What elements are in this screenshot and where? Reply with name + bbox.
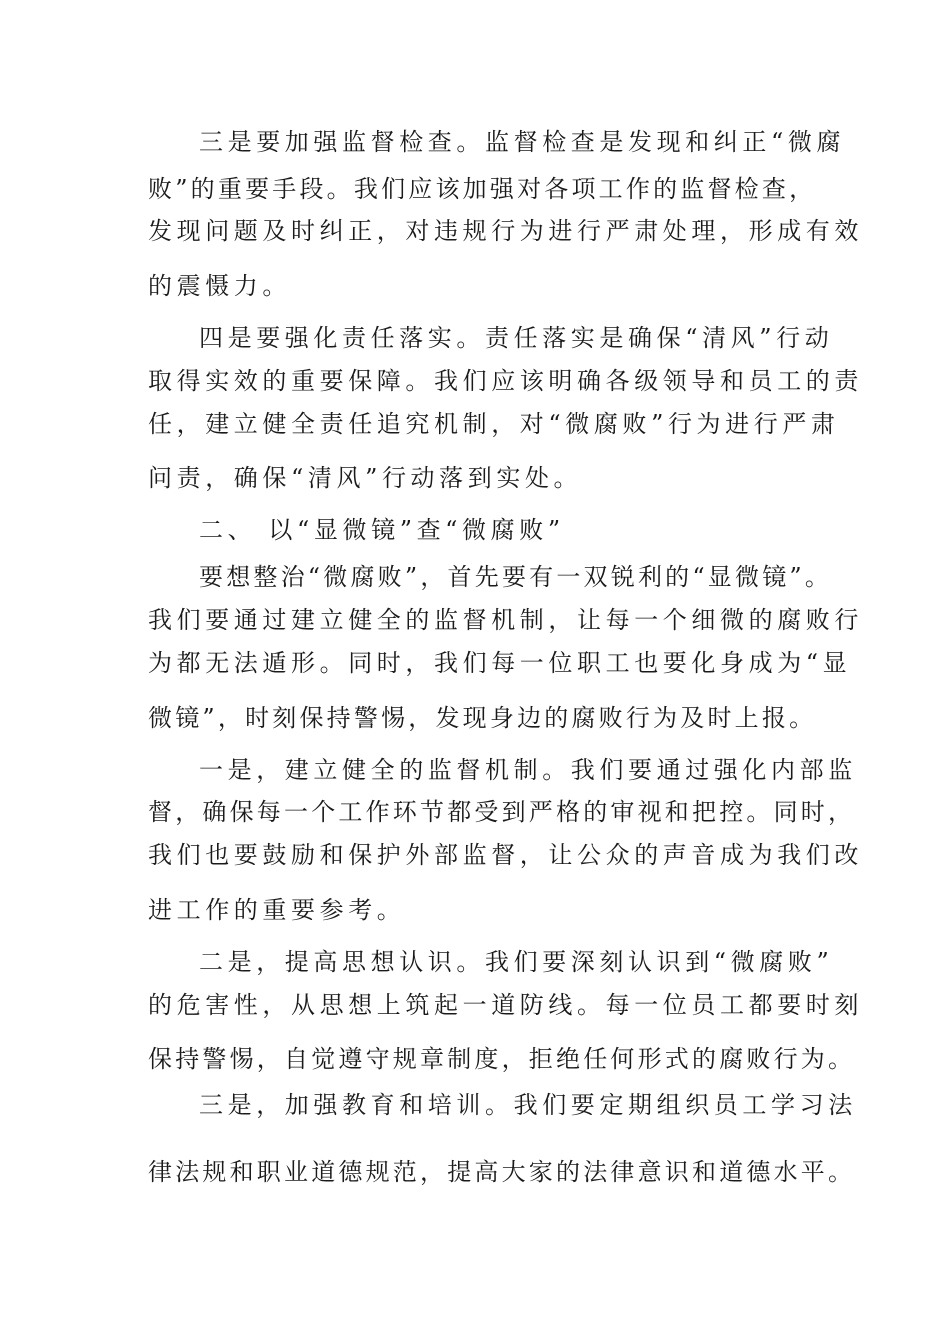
- text-line: 进工作的重要参考。: [148, 896, 406, 924]
- text-line: 四是要强化责任落实。责任落实是确保“清风”行动: [199, 324, 834, 352]
- text-line: 发现问题及时纠正，对违规行为进行严肃处理，形成有效: [148, 217, 863, 245]
- text-line: 的危害性，从思想上筑起一道防线。每一位员工都要时刻: [148, 991, 863, 1019]
- text-line: 律法规和职业道德规范，提高大家的法律意识和道德水平。: [148, 1158, 856, 1186]
- text-line: 二是，提高思想认识。我们要深刻认识到“微腐败”: [199, 948, 834, 976]
- text-line: 为都无法遁形。同时，我们每一位职工也要化身成为“显: [148, 649, 852, 677]
- text-line: 一是，建立健全的监督机制。我们要通过强化内部监: [199, 756, 857, 784]
- text-line: 任，建立健全责任追究机制，对“微腐败”行为进行严肃: [148, 410, 840, 438]
- text-line: 我们要通过建立健全的监督机制，让每一个细微的腐败行: [148, 606, 863, 634]
- section-heading: 二、 以“显微镜”查“微腐败”: [199, 516, 565, 544]
- text-line: 三是，加强教育和培训。我们要定期组织员工学习法: [199, 1091, 857, 1119]
- text-line: 我们也要鼓励和保护外部监督，让公众的声音成为我们改: [148, 841, 863, 869]
- text-line: 要想整治“微腐败”，首先要有一双锐利的“显微镜”。: [199, 563, 833, 591]
- text-line: 三是要加强监督检查。监督检查是发现和纠正“微腐: [199, 128, 846, 156]
- text-line: 保持警惕，自觉遵守规章制度，拒绝任何形式的腐败行为。: [148, 1045, 856, 1073]
- text-line: 微镜”，时刻保持警惕，发现身边的腐败行为及时上报。: [148, 704, 817, 732]
- text-line: 督，确保每一个工作环节都受到严格的审视和把控。同时，: [148, 798, 856, 826]
- text-line: 败”的重要手段。我们应该加强对各项工作的监督检查，: [148, 175, 817, 203]
- text-line: 取得实效的重要保障。我们应该明确各级领导和员工的责: [148, 367, 863, 395]
- text-line: 问责，确保“清风”行动落到实处。: [148, 464, 583, 492]
- text-line: 的震慑力。: [148, 272, 291, 300]
